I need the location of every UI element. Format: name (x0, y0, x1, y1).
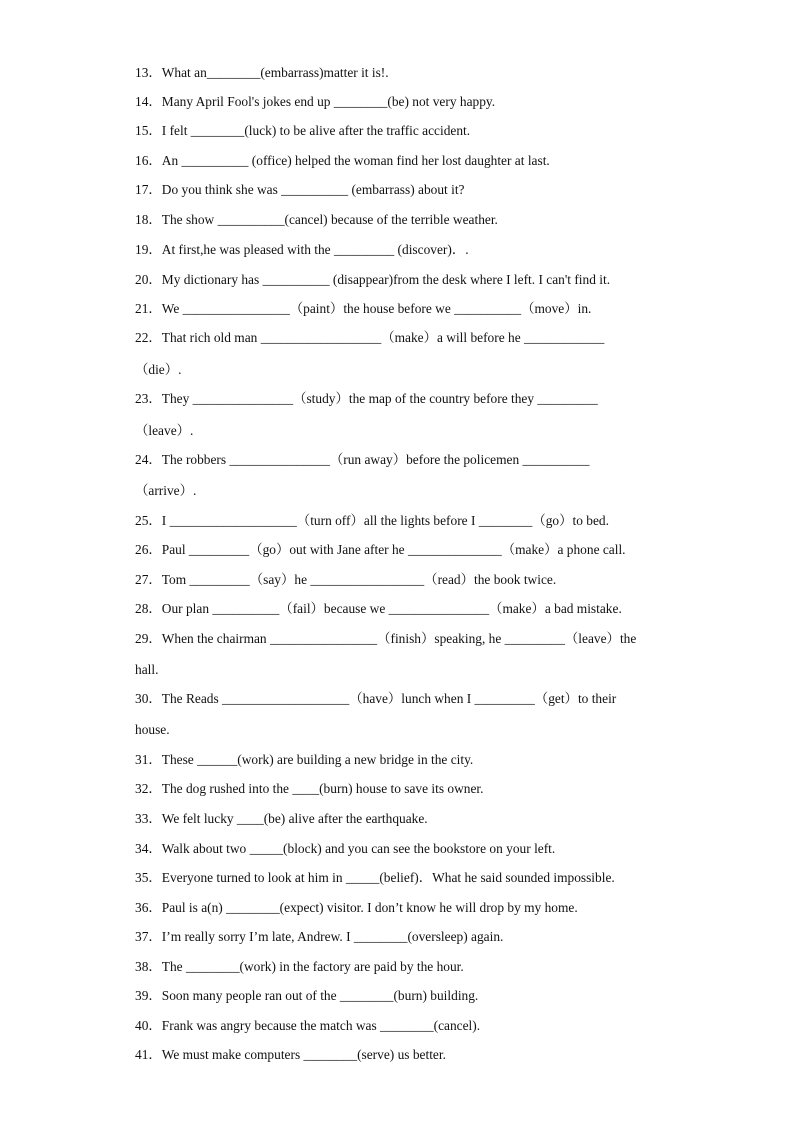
question-28: 28．Our plan __________（fail）because we _______________（make）a bad mistake. (135, 601, 622, 616)
question-34: 34．Walk about two _____(block) and you can see the bookstore on your left. (135, 841, 556, 856)
question-13: 13．What an________(embarrass)matter it is!. (135, 65, 389, 80)
question-21: 21．We ________________（paint）the house before we __________（move）in. (135, 301, 592, 316)
question-27: 27．Tom _________（say）he _________________（read）the book twice. (135, 572, 557, 587)
question-41: 41．We must make computers ________(serve) us better. (135, 1047, 446, 1062)
question-40: 40．Frank was angry because the match was ________(cancel). (135, 1018, 481, 1033)
question-19: 19．At first,he was pleased with the _________ (discover)．. (135, 242, 469, 257)
question-23: 23．They _______________（study）the map of the country before they _________ (135, 391, 598, 406)
question-30-continued: house. (135, 722, 170, 737)
question-36: 36．Paul is a(n) ________(expect) visitor. I don’t know he will drop by my home. (135, 900, 578, 915)
question-29: 29．When the chairman ________________（finish）speaking, he _________（leave）the (135, 631, 637, 646)
question-17: 17．Do you think she was __________ (embarrass) about it? (135, 182, 465, 197)
question-24-continued: （arrive）. (135, 483, 197, 498)
question-22-continued: （die）. (135, 362, 182, 377)
question-20: 20．My dictionary has __________ (disappear)from the desk where I left. I can't find it. (135, 272, 611, 287)
question-31: 31．These ______(work) are building a new bridge in the city. (135, 752, 474, 767)
question-39: 39．Soon many people ran out of the ________(burn) building. (135, 988, 479, 1003)
question-24: 24．The robbers _______________（run away）before the policemen __________ (135, 452, 590, 467)
question-30: 30．The Reads ___________________（have）lunch when I _________（get）to their (135, 691, 617, 706)
question-23-continued: （leave）. (135, 423, 194, 438)
question-14: 14．Many April Fool's jokes end up ________(be) not very happy. (135, 94, 496, 109)
question-25: 25．I ___________________（turn off）all the lights before I ________（go）to bed. (135, 513, 609, 528)
question-35: 35．Everyone turned to look at him in _____(belief)．What he said sounded impossible. (135, 870, 615, 885)
question-37: 37．I’m really sorry I’m late, Andrew. I ________(oversleep) again. (135, 929, 504, 944)
question-18: 18．The show __________(cancel) because of the terrible weather. (135, 212, 498, 227)
question-15: 15．I felt ________(luck) to be alive after the traffic accident. (135, 123, 471, 138)
question-32: 32．The dog rushed into the ____(burn) house to save its owner. (135, 781, 484, 796)
question-29-continued: hall. (135, 662, 159, 677)
question-38: 38．The ________(work) in the factory are paid by the hour. (135, 959, 464, 974)
question-16: 16．An __________ (office) helped the woman find her lost daughter at last. (135, 153, 550, 168)
question-26: 26．Paul _________（go）out with Jane after he ______________（make）a phone call. (135, 542, 626, 557)
question-33: 33．We felt lucky ____(be) alive after the earthquake. (135, 811, 428, 826)
question-22: 22．That rich old man __________________（make）a will before he ____________ (135, 330, 605, 345)
